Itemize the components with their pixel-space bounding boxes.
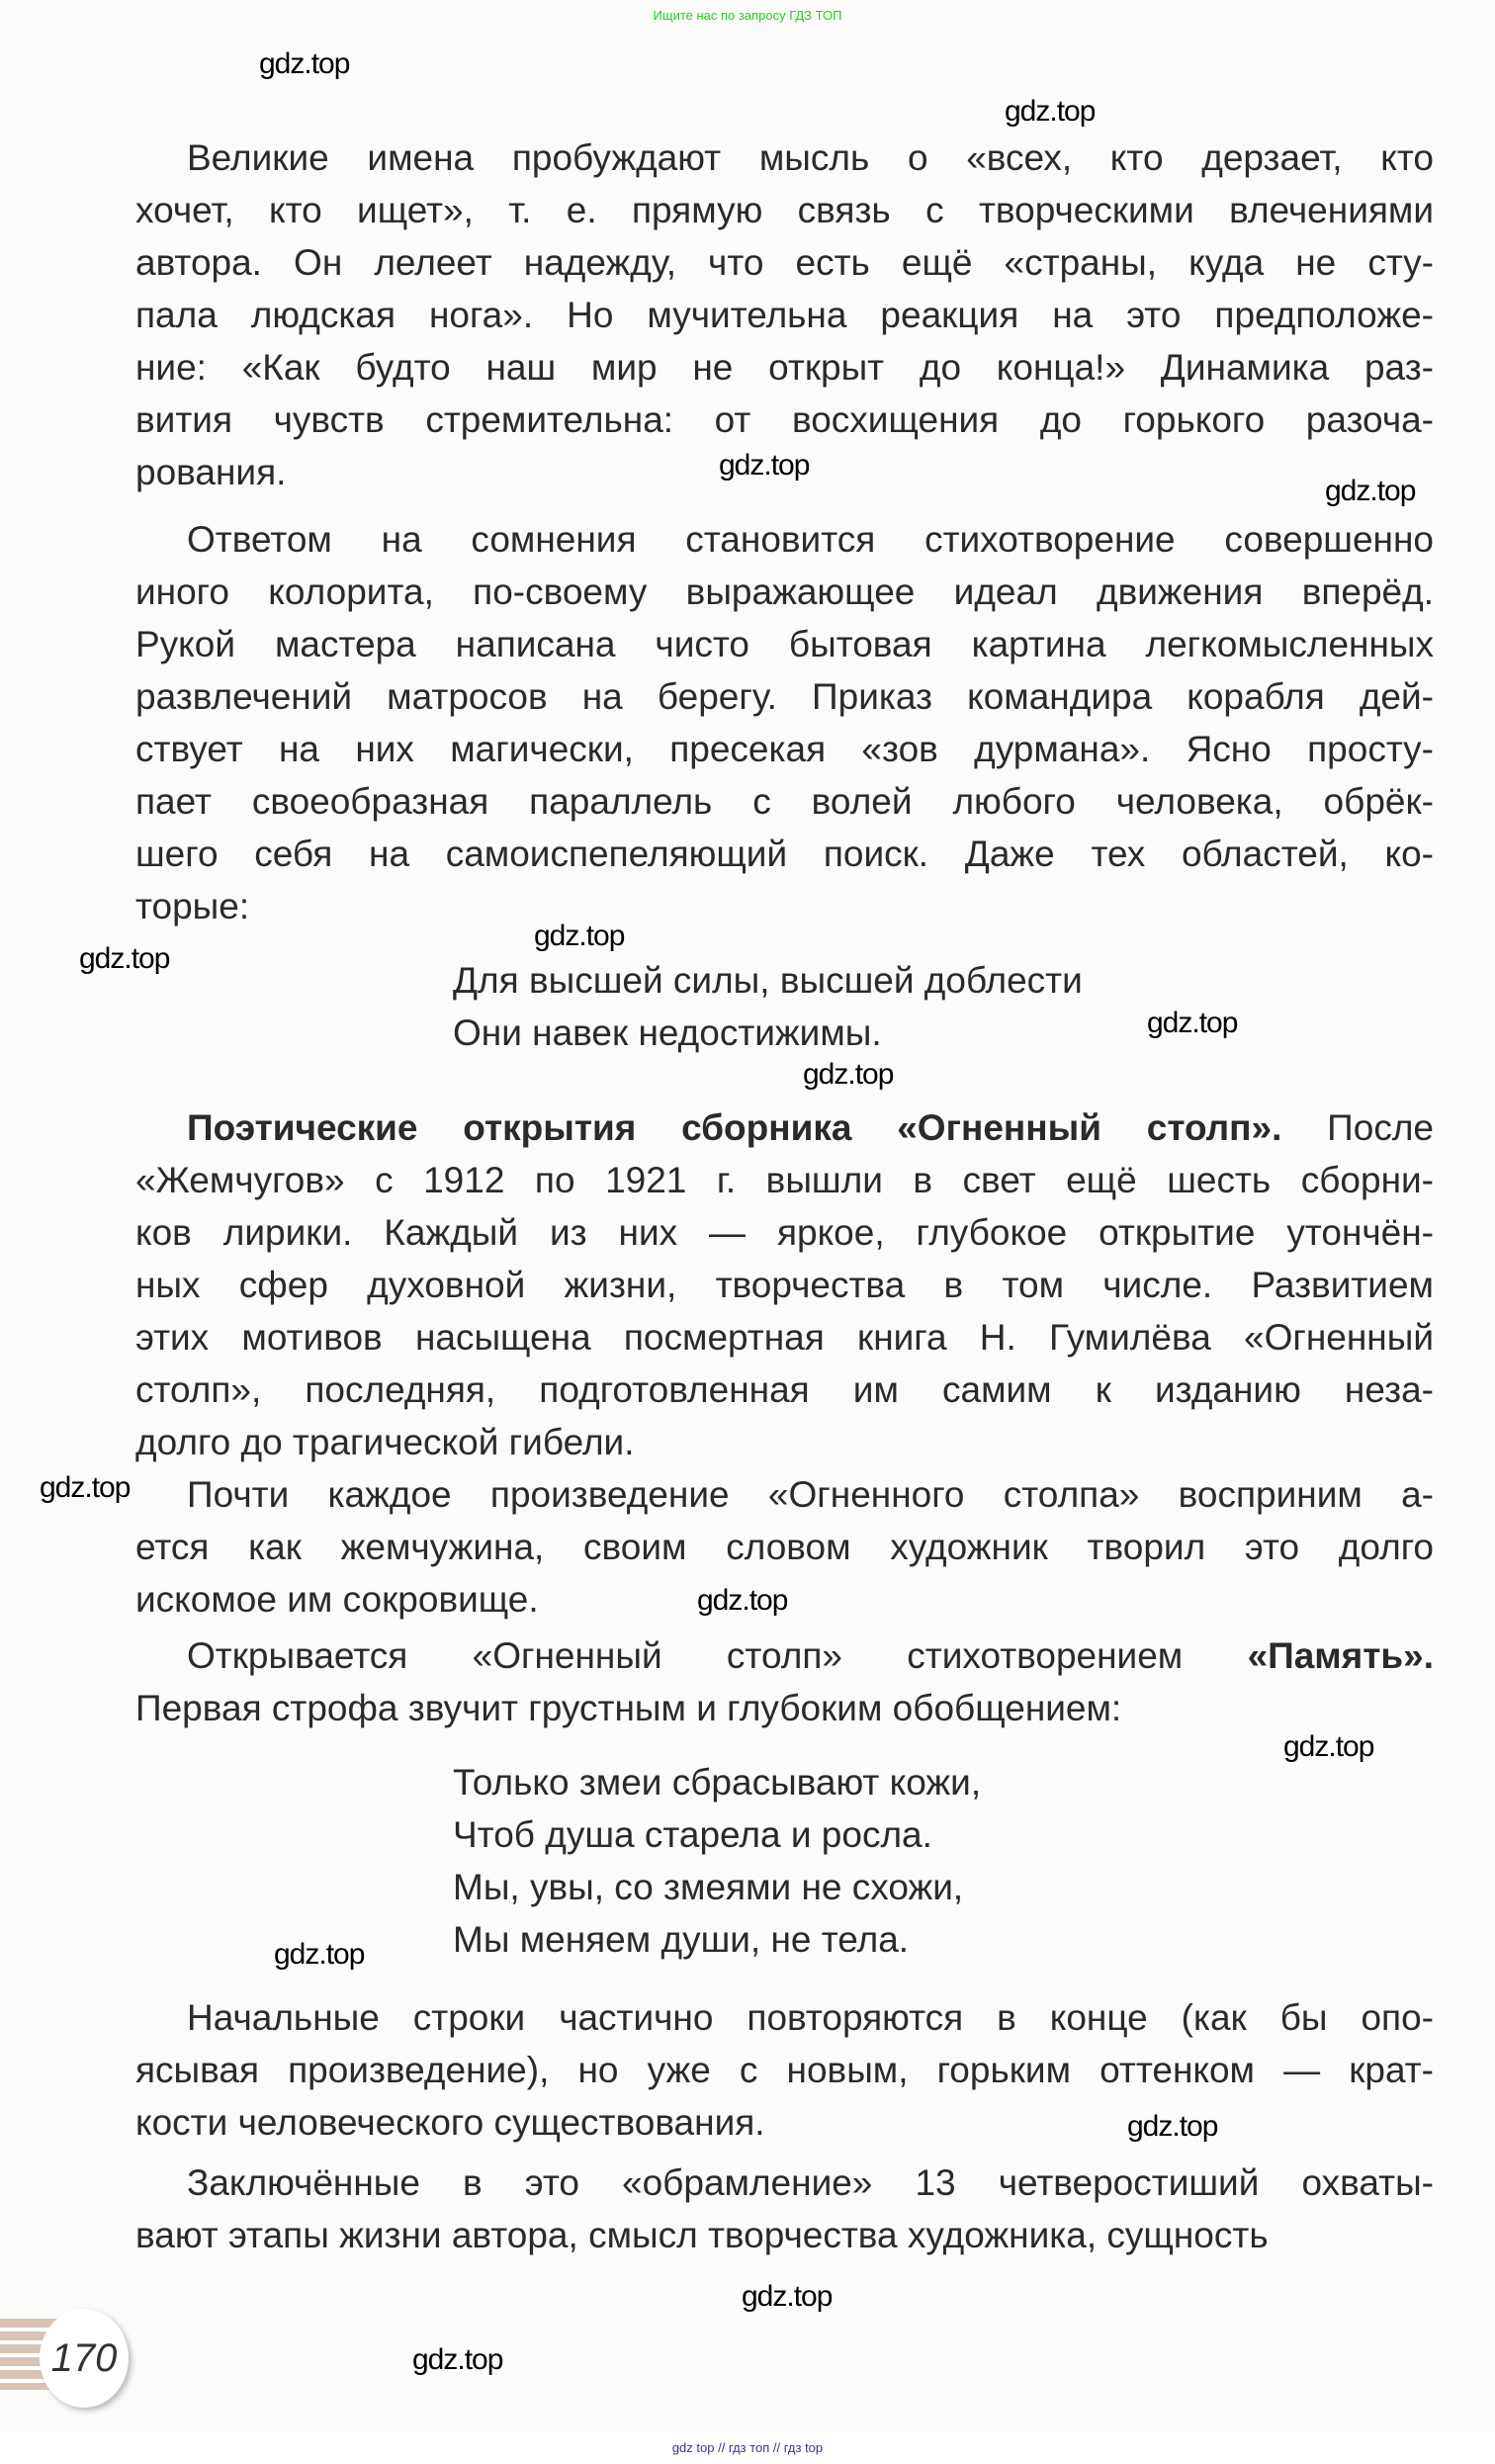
text-line: ков лирики. Каждый из них — яркое, глубокое открытие утончён- [135, 1212, 1434, 1253]
text-line: столп», последняя, подготовленная им самим к изданию неза- [135, 1369, 1434, 1410]
text-line: ных сфер духовной жизни, творчества в том числе. Развитием [135, 1265, 1434, 1305]
text-line: пает своеобразная параллель с волей любого человека, обрёк- [135, 781, 1434, 822]
text-line: торые: [135, 886, 250, 926]
poem-line: Только змеи сбрасывают кожи, [453, 1762, 982, 1803]
poem-line: Для высшей силы, высшей доблести [453, 960, 1083, 1001]
watermark: gdz.top [1005, 95, 1096, 128]
watermark: gdz.top [40, 1471, 131, 1504]
text-line: Первая строфа звучит грустным и глубоким обобщением: [135, 1688, 1122, 1728]
text-line: Ответом на сомнения становится стихотворение совершенно [187, 519, 1434, 560]
text-line: долго до трагической гибели. [135, 1422, 635, 1462]
watermark: gdz.top [719, 449, 810, 482]
text-line: ние: «Как будто наш мир не открыт до конца!» Динамика раз- [135, 347, 1434, 388]
poem-line: Мы меняем души, не тела. [453, 1919, 910, 1960]
text-line: ется как жемчужина, своим словом художник творил это долго [135, 1527, 1434, 1567]
page-number: 170 [40, 2309, 129, 2408]
watermark: gdz.top [274, 1938, 365, 1971]
text-line: ствует на них магически, пресекая «зов дурмана». Ясно просту- [135, 729, 1434, 769]
text-line: вают этапы жизни автора, смысл творчества художника, сущность [135, 2215, 1269, 2255]
watermark: gdz.top [803, 1058, 894, 1091]
paragraph [135, 513, 1434, 932]
text-line: иного колорита, по-своему выражающее идеал движения вперёд. [135, 572, 1434, 612]
paragraph-section-heading [135, 1101, 1434, 1468]
text-line: кости человеческого существования. [135, 2102, 765, 2143]
watermark: gdz.top [1325, 475, 1416, 507]
top-note[interactable]: Ищите нас по запросу ГДЗ ТОП [653, 8, 842, 23]
text-line: Великие имена пробуждают мысль о «всех, кто дерзает, кто [187, 137, 1434, 178]
text-line [135, 1101, 1434, 1154]
bold-text: Поэтические открытия сборника «Огненный столп». [187, 1107, 1282, 1148]
text-segment: Открывается «Огненный столп» стихотворением [187, 1635, 1248, 1676]
text-line: вития чувств стремительна: от восхищения до горького разоча- [135, 399, 1434, 440]
text-line [135, 1629, 1434, 1682]
watermark: gdz.top [1283, 1730, 1374, 1763]
text-line: этих мотивов насыщена посмертная книга Н. Гумилёва «Огненный [135, 1317, 1434, 1358]
paragraph [135, 1991, 1434, 2149]
watermark: gdz.top [1147, 1007, 1238, 1039]
watermark: gdz.top [1127, 2110, 1218, 2143]
text-segment: После [1281, 1107, 1434, 1148]
paragraph [135, 2156, 1434, 2261]
poem-line: Они навек недостижимы. [453, 1012, 882, 1053]
text-line: Начальные строки частично повторяются в конце (как бы опо- [187, 1997, 1434, 2038]
text-line: автора. Он лелеет надежду, что есть ещё «страны, куда не сту- [135, 242, 1434, 283]
watermark: gdz.top [742, 2280, 833, 2313]
text-line: «Жемчугов» с 1912 по 1921 г. вышли в свет ещё шесть сборни- [135, 1160, 1434, 1200]
text-line: рования. [135, 452, 287, 492]
poem-quote [453, 1757, 981, 1967]
watermark: gdz.top [259, 47, 350, 80]
paragraph [135, 132, 1434, 498]
watermark: gdz.top [79, 942, 170, 975]
bold-text: «Память». [1247, 1635, 1434, 1676]
text-line: Почти каждое произведение «Огненного столпа» восприним а- [187, 1474, 1434, 1515]
text-line: Рукой мастера написана чисто бытовая картина легкомысленных [135, 624, 1434, 664]
watermark: gdz.top [697, 1584, 788, 1617]
poem-quote [453, 955, 1083, 1060]
text-line: развлечений матросов на берегу. Приказ командира корабля дей- [135, 676, 1434, 717]
text-line: искомое им сокровище. [135, 1579, 539, 1620]
text-line: шего себя на самоиспепеляющий поиск. Даже тех областей, ко- [135, 834, 1434, 874]
text-line: Заключённые в это «обрамление» 13 четверостиший охваты- [187, 2162, 1434, 2203]
poem-line: Мы, увы, со змеями не схожи, [453, 1867, 964, 1907]
text-line: пала людская нога». Но мучительна реакция на это предположе- [135, 295, 1434, 335]
poem-line: Чтоб душа старела и росла. [453, 1814, 932, 1855]
text-line: хочет, кто ищет», т. е. прямую связь с творческими влечениями [135, 190, 1434, 230]
text-line: ясывая произведение), но уже с новым, горьким оттенком — крат- [135, 2050, 1434, 2090]
watermark: gdz.top [412, 2343, 503, 2376]
watermark: gdz.top [534, 920, 625, 952]
bottom-note[interactable]: gdz top // гдз топ // гдз top [671, 2440, 824, 2455]
paragraph [135, 1629, 1434, 1734]
